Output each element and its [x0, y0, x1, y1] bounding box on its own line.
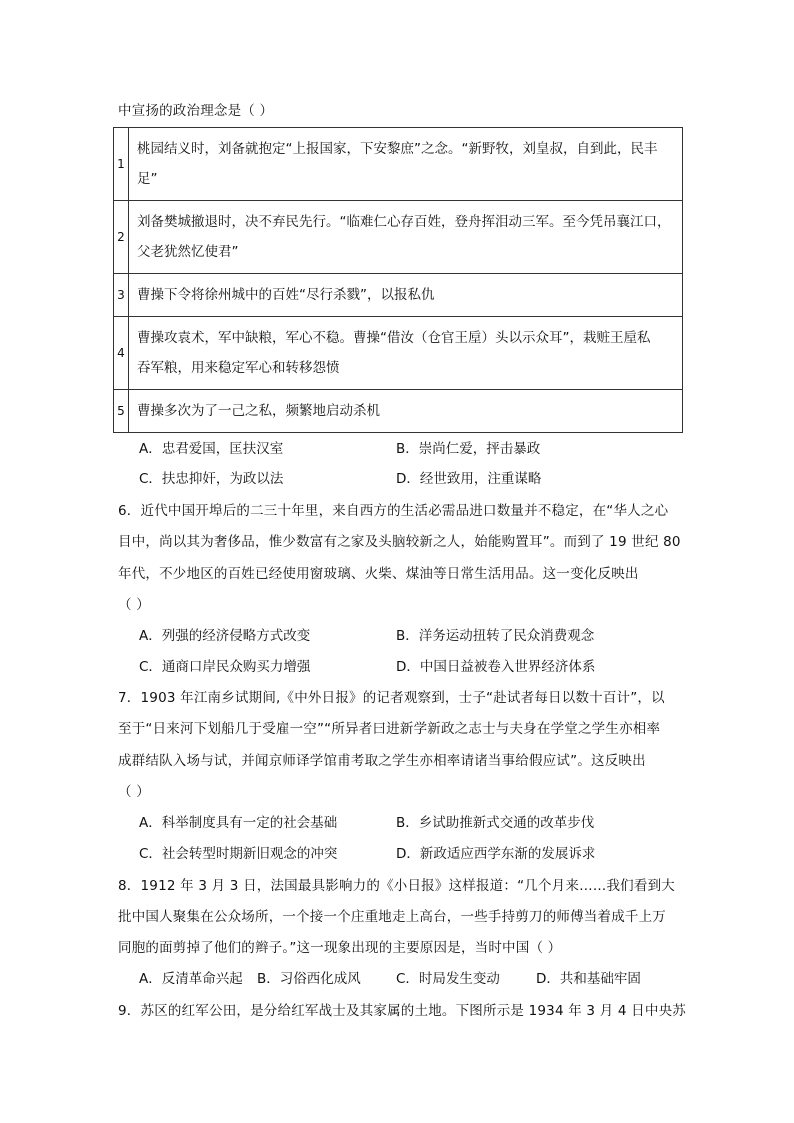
table-row	[114, 390, 683, 433]
question-7-answer-bracket: （ ）	[118, 784, 150, 800]
option-b: B．习俗西化成风	[257, 971, 361, 987]
question-5-table	[113, 127, 683, 433]
question-6-line: 6．近代中国开埠后的二三十年里，来自西方的生活必需品进口数量并不稳定，在“华人之心	[118, 503, 669, 519]
row-text	[129, 390, 683, 433]
question-7-line: 成群结队入场与试，并闻京师译学馆甫考取之学生亦相率请诸当事给假应试”。这反映出	[118, 753, 646, 769]
question-8-line: 同胞的面剪掉了他们的辫子。”这一现象出现的主要原因是，当时中国（ ）	[118, 940, 562, 956]
row-number: 5	[114, 390, 129, 433]
row-text	[129, 128, 683, 201]
option-c: C．通商口岸民众购买力增强	[139, 659, 311, 675]
row-number: 4	[114, 317, 129, 390]
option-a: A．反清革命兴起	[139, 971, 243, 987]
table-row	[114, 201, 683, 274]
row-text	[129, 201, 683, 274]
row-number: 3	[114, 274, 129, 317]
table-row	[114, 274, 683, 317]
question-5-stem-tail: 中宣扬的政治理念是（ ）	[118, 103, 274, 119]
row-text-line: 曹操下令将徐州城中的百姓“尽行杀戮”，以报私仇	[137, 287, 435, 303]
option-a: A．列强的经济侵略方式改变	[139, 628, 311, 644]
row-text-line: 曹操多次为了一己之私，频繁地启动杀机	[137, 403, 380, 419]
row-text-line: 父老犹然忆使君”	[137, 244, 239, 260]
option-d: D．中国日益被卷入世界经济体系	[396, 659, 596, 675]
option-b: B．洋务运动扭转了民众消费观念	[396, 628, 595, 644]
row-text	[129, 274, 683, 317]
option-c: C．扶忠抑奸，为政以法	[139, 471, 284, 487]
row-text	[129, 317, 683, 390]
row-text-line: 足”	[137, 171, 158, 187]
row-text-line: 刘备樊城撤退时，决不弃民先行。“临难仁心存百姓，登舟挥泪动三军。至今凭吊襄江口，	[137, 214, 671, 230]
row-number: 2	[114, 201, 129, 274]
option-a: A．忠君爱国，匡扶汉室	[139, 441, 284, 457]
table-row	[114, 317, 683, 390]
question-8-line: 8．1912 年 3 月 3 日，法国最具影响力的《小日报》这样报道：“几个月来……我们看到大	[118, 878, 675, 894]
row-text-line: 桃园结义时，刘备就抱定“上报国家，下安黎庶”之念。“新野牧，刘皇叔，自到此，民丰	[137, 141, 658, 157]
question-7-line: 7．1903 年江南乡试期间,《中外日报》的记者观察到，士子“赴试者每日以数十百计”，以	[118, 690, 665, 706]
question-9-line: 9．苏区的红军公田，是分给红军战士及其家属的土地。下图所示是 1934 年 3 月 4 日中央苏	[118, 1003, 686, 1019]
question-6-line: 年代，不少地区的百姓已经使用窗玻璃、火柴、煤油等日常生活用品。这一变化反映出	[118, 566, 639, 582]
option-b: B．崇尚仁爱，抨击暴政	[396, 441, 541, 457]
row-number: 1	[114, 128, 129, 201]
option-d: D．共和基础牢固	[536, 971, 641, 987]
table-row	[114, 128, 683, 201]
option-a: A．科举制度具有一定的社会基础	[139, 815, 338, 831]
row-text-line: 曹操攻袁术，军中缺粮，军心不稳。曹操“借汝（仓官王垕）头以示众耳”，栽赃王垕私	[137, 330, 651, 346]
question-6-line: 目中，尚以其为奢侈品，惟少数富有之家及头脑较新之人，始能购置耳”。而到了 19 世纪 80	[118, 534, 681, 550]
option-b: B．乡试助推新式交通的改革步伐	[396, 815, 595, 831]
option-c: C．社会转型时期新旧观念的冲突	[139, 846, 338, 862]
question-8-line: 批中国人聚集在公众场所，一个接一个庄重地走上高台，一些手持剪刀的师傅当着成千上万	[118, 909, 666, 925]
option-d: D．经世致用，注重谋略	[396, 471, 542, 487]
option-c: C．时局发生变动	[396, 971, 500, 987]
question-6-answer-bracket: （ ）	[118, 597, 150, 613]
question-7-line: 至于“日来河下划船几于受雇一空”“所异者曰进新学新政之志士与夫身在学堂之学生亦相率	[118, 721, 661, 737]
row-text-line: 吞军粮，用来稳定军心和转移怨愤	[137, 360, 340, 376]
option-d: D．新政适应西学东渐的发展诉求	[396, 846, 596, 862]
